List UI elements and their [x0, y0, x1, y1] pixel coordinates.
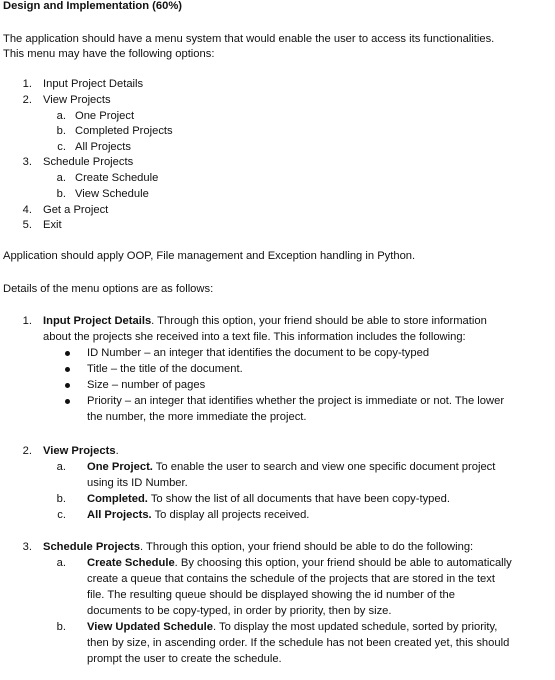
menu-item-label: Schedule Projects: [43, 156, 134, 168]
sub-line: [87, 460, 495, 476]
sub-text: . By choosing this option, your friend should be able to automatically: [174, 557, 512, 569]
menu-number: 5.: [22, 219, 32, 231]
sub-title: One Project.: [87, 461, 153, 473]
detail-number: 1.: [22, 315, 32, 327]
menu-item-label: View Schedule: [75, 188, 149, 200]
bullet-icon: [65, 399, 70, 404]
menu-item-label: Completed Projects: [75, 125, 173, 137]
sub-title: View Updated Schedule: [87, 621, 213, 633]
details-intro: Details of the menu options are as follows:: [3, 283, 214, 295]
detail-line: [43, 540, 473, 556]
menu-number: 2.: [22, 94, 32, 106]
menu-letter: b.: [56, 188, 66, 200]
sub-line: [87, 556, 512, 572]
sub-line: documents to be copy-typed, in order by priority, then by size.: [87, 605, 392, 617]
bullet-text: ID Number – an integer that identifies the document to be copy-typed: [87, 347, 430, 359]
menu-letter: b.: [56, 125, 66, 137]
sub-letter: a.: [56, 461, 66, 473]
sub-text: . To display the most updated schedule, sorted by priority,: [213, 621, 498, 633]
bullet-text: Size – number of pages: [87, 379, 206, 391]
detail-line: [43, 314, 487, 330]
bullet-text: Priority – an integer that identifies whether the project is immediate or not. The lower: [87, 395, 505, 407]
sub-line: [87, 508, 309, 524]
detail-title: Input Project Details: [43, 315, 152, 327]
sub-line: file. The resulting queue should be displayed showing the id number of the: [87, 589, 455, 601]
detail-text: . Through this option, your friend should be able to store information: [151, 315, 487, 327]
menu-number: 4.: [22, 204, 32, 216]
bullet-text: Title – the title of the document.: [87, 363, 243, 375]
bullet-icon: [65, 367, 70, 372]
sub-letter: c.: [57, 509, 66, 521]
sub-line: [87, 620, 497, 636]
detail-line: about the projects she received into a text file. This information includes the following:: [43, 331, 466, 343]
sub-line: using its ID Number.: [87, 477, 188, 489]
detail-number: 3.: [22, 541, 32, 553]
menu-item-label: Create Schedule: [75, 172, 159, 184]
sub-letter: b.: [56, 493, 66, 505]
sub-title: All Projects.: [87, 509, 152, 521]
oop-requirement: Application should apply OOP, File management and Exception handling in Python.: [3, 250, 416, 262]
detail-text: . Through this option, your friend should be able to do the following:: [140, 541, 474, 553]
detail-title: Schedule Projects: [43, 541, 140, 553]
menu-item-label: Exit: [43, 219, 62, 231]
bullet-icon: [65, 351, 70, 356]
menu-number: 3.: [22, 156, 32, 168]
sub-letter: b.: [56, 621, 66, 633]
detail-number: 2.: [22, 445, 32, 457]
sub-text: To display all projects received.: [151, 509, 310, 521]
sub-title: Create Schedule: [87, 557, 175, 569]
menu-item-label: All Projects: [75, 141, 131, 153]
menu-item-label: Input Project Details: [43, 78, 144, 90]
detail-line: [43, 444, 119, 460]
sub-letter: a.: [56, 557, 66, 569]
sub-line: create a queue that contains the schedule of the projects that are stored in the text: [87, 573, 495, 585]
intro-line-1: The application should have a menu system that would enable the user to access its functionalities.: [3, 33, 495, 45]
menu-letter: a.: [56, 110, 66, 122]
intro-line-2: This menu may have the following options:: [3, 48, 215, 60]
menu-item-label: One Project: [75, 110, 135, 122]
detail-title: View Projects: [43, 445, 116, 457]
sub-title: Completed.: [87, 493, 148, 505]
section-heading: Design and Implementation (60%): [3, 0, 183, 12]
sub-line: then by size, in ascending order. If the schedule has not been created yet, this should: [87, 637, 510, 649]
bullet-icon: [65, 383, 70, 388]
menu-letter: a.: [56, 172, 66, 184]
bullet-text-continued: the number, the more immediate the project.: [87, 411, 307, 423]
menu-letter: c.: [57, 141, 66, 153]
sub-text: To enable the user to search and view one specific document project: [152, 461, 496, 473]
detail-text: .: [115, 445, 119, 457]
sub-line: [87, 492, 450, 508]
menu-number: 1.: [22, 78, 32, 90]
sub-line: prompt the user to create the schedule.: [87, 653, 282, 665]
sub-text: To show the list of all documents that have been copy-typed.: [147, 493, 450, 505]
menu-item-label: View Projects: [43, 94, 111, 106]
menu-item-label: Get a Project: [43, 204, 109, 216]
